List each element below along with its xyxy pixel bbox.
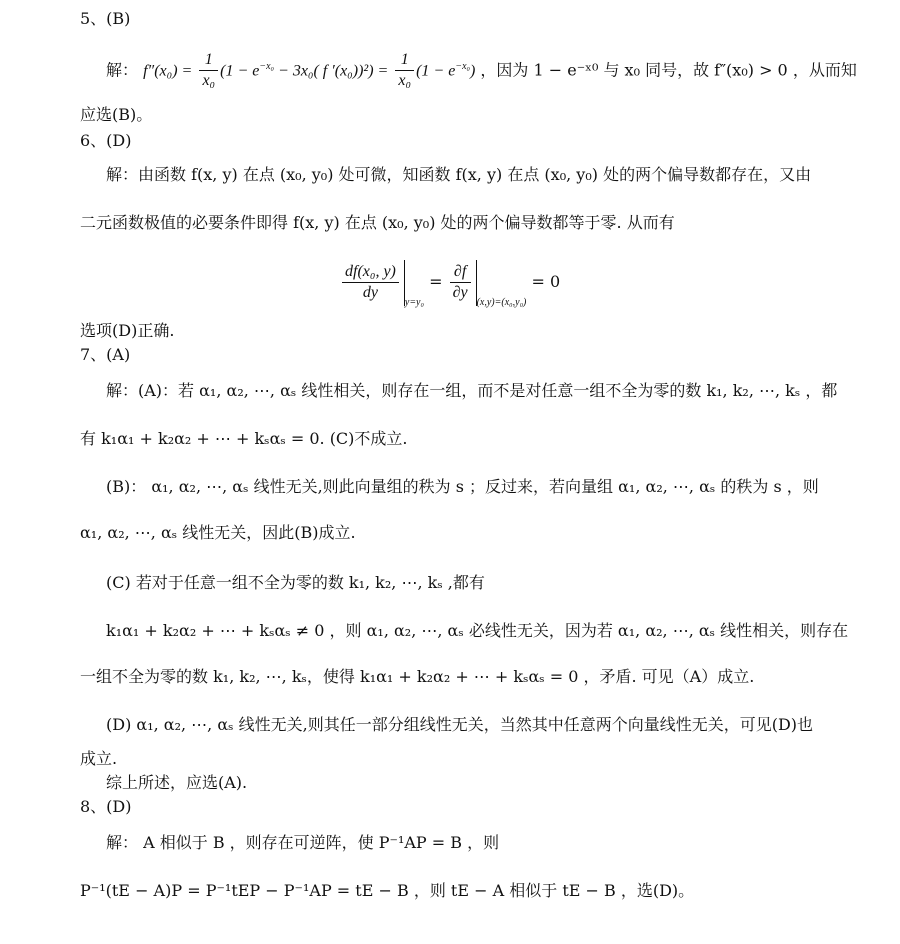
q7-header: 7、(A) bbox=[80, 345, 131, 364]
q5-header: 5、(B) bbox=[80, 9, 131, 28]
q5-solution-line bbox=[106, 42, 857, 96]
q6-eq-num2: ∂f bbox=[450, 262, 471, 283]
q6-line-1: 解：由函数 f(x, y) 在点 (x₀, y₀) 处可微，知函数 f(x, y) 在点 (x₀, y₀) 处的两个偏导数都存在，又由 bbox=[106, 165, 812, 184]
q5-fraction-2 bbox=[395, 50, 414, 91]
q5-formula-end2: ) bbox=[470, 62, 476, 80]
q5-formula-mid2: − 3x₀( f ′(x₀))²) = bbox=[274, 62, 389, 80]
q5-fraction-1 bbox=[199, 50, 218, 91]
q5-formula-end: (1 − e bbox=[416, 62, 456, 80]
q5-exp1: −x₀ bbox=[259, 61, 275, 72]
q6-eq-frac-2 bbox=[450, 262, 471, 303]
q7-part-d-line-1: (D) α₁, α₂, ⋯, αₛ 线性无关,则其任一部分组线性无关，当然其中任意两个向量线性无关，可见(D)也 bbox=[106, 715, 814, 734]
q7-part-c-line-1: (C) 若对于任意一组不全为零的数 k₁, k₂, ⋯, kₛ ,都有 bbox=[106, 573, 485, 592]
q7-part-b-line-1: (B)： α₁, α₂, ⋯, αₛ 线性无关,则此向量组的秩为 s ；反过来，若向量组 α₁, α₂, ⋯, αₛ 的秩为 s ，则 bbox=[106, 477, 819, 496]
q5-formula-lhs: f″(x₀) = bbox=[143, 62, 193, 80]
q5-exp2: −x₀ bbox=[455, 61, 470, 72]
q6-header: 6、(D) bbox=[80, 131, 132, 150]
q6-eq-sub2: (x,y)=(x₀,y₀) bbox=[476, 297, 527, 308]
q8-line-1: 解： A 相似于 B ，则存在可逆阵，使 P⁻¹AP = B ，则 bbox=[106, 833, 500, 852]
q7-part-c-line-2: k₁α₁ + k₂α₂ + ⋯ + kₛαₛ ≠ 0 ，则 α₁, α₂, ⋯, αₛ 必线性无关，因为若 α₁, α₂, ⋯, αₛ 线性相关，则存在 bbox=[106, 621, 849, 640]
q6-equation bbox=[340, 252, 560, 333]
q5-formula-mid: (1 − e bbox=[220, 62, 260, 80]
q6-eq-sub1: y=y₀ bbox=[404, 297, 424, 308]
q6-line-2: 二元函数极值的必要条件即得 f(x, y) 在点 (x₀, y₀) 处的两个偏导数都等于零. 从而有 bbox=[80, 213, 675, 232]
q7-part-d-line-2: 成立. bbox=[80, 749, 118, 768]
q5-label: 解： bbox=[106, 60, 139, 80]
q5-text-after: ，因为 1 − e⁻ˣ⁰ 与 x₀ 同号，故 f″(x₀) > 0 ，从而知 bbox=[480, 60, 857, 80]
q7-summary: 综上所述，应选(A). bbox=[106, 773, 248, 792]
q8-header: 8、(D) bbox=[80, 797, 132, 816]
q6-eq-num1: df(x₀, y) bbox=[342, 262, 399, 283]
q6-conclusion: 选项(D)正确. bbox=[80, 321, 175, 340]
q7-part-a-line-1: 解：(A)：若 α₁, α₂, ⋯, αₛ 线性相关，则存在一组，而不是对任意一组不全为零的数 k₁, k₂, ⋯, kₛ ，都 bbox=[106, 381, 838, 400]
q8-line-2: P⁻¹(tE − A)P = P⁻¹tEP − P⁻¹AP = tE − B ，则 tE − A 相似于 tE − B ，选(D)。 bbox=[80, 881, 695, 900]
q6-eq-frac-1 bbox=[342, 262, 399, 303]
q7-part-b-line-2: α₁, α₂, ⋯, αₛ 线性无关，因此(B)成立. bbox=[80, 523, 356, 542]
q5-conclusion: 应选(B)。 bbox=[80, 105, 153, 124]
q7-part-a-line-2: 有 k₁α₁ + k₂α₂ + ⋯ + kₛαₛ = 0. (C)不成立. bbox=[80, 429, 408, 448]
q6-eq-rhs: = 0 bbox=[531, 272, 561, 291]
q7-part-c-line-3: 一组不全为零的数 k₁, k₂, ⋯, kₛ，使得 k₁α₁ + k₂α₂ + ⋯ + kₛαₛ = 0 ，矛盾. 可见（A）成立. bbox=[80, 667, 755, 686]
q5-frac1-num: 1 bbox=[199, 50, 218, 71]
q6-eq-equals: = bbox=[429, 272, 443, 291]
q5-frac2-num: 1 bbox=[395, 50, 414, 71]
q5-frac2-den: x₀ bbox=[398, 72, 412, 90]
q6-eq-den2: ∂y bbox=[452, 284, 468, 301]
q6-eq-den1: dy bbox=[362, 284, 378, 301]
q5-frac1-den: x₀ bbox=[202, 72, 216, 90]
